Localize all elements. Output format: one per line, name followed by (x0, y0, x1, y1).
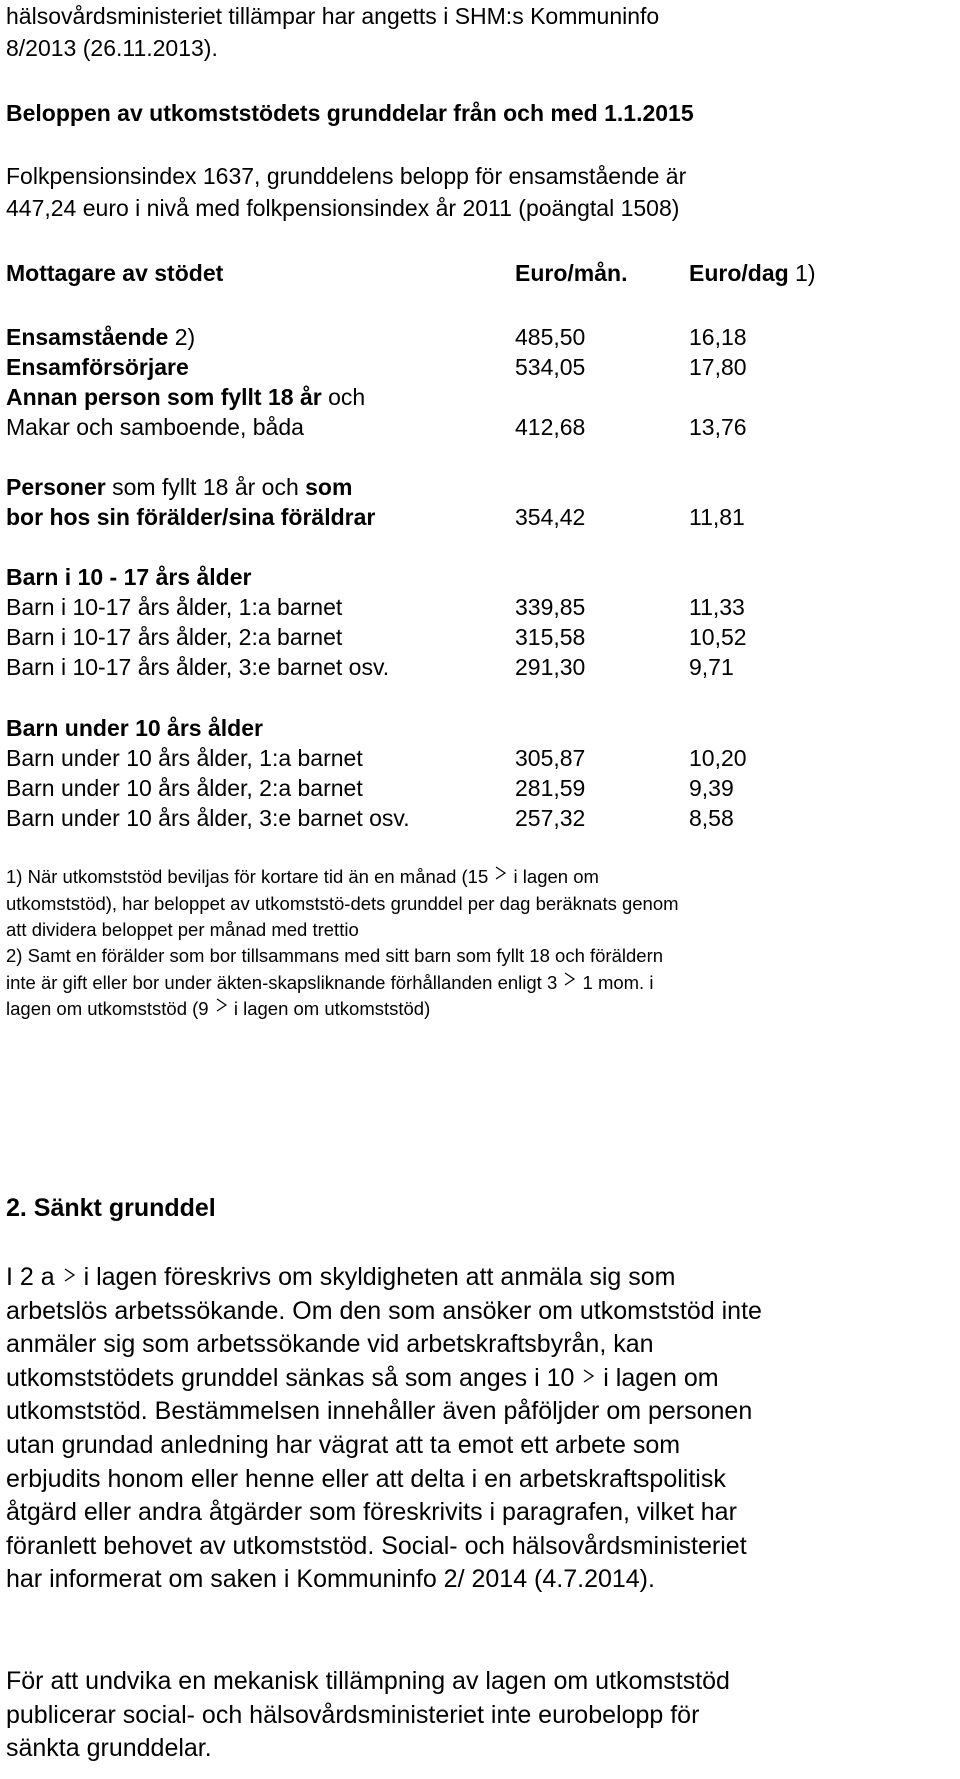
section-2-title: 2. Sänkt grunddel (6, 1194, 216, 1222)
group-title-barn-10-17 (6, 561, 786, 593)
paragraph-line: publicerar social- och hälsovårdsministeriet inte eurobelopp för (6, 1700, 700, 1729)
row-label: Barn i 10-17 års ålder, 2:a barnet (6, 624, 343, 650)
row-day-value: 16,18 (689, 324, 747, 350)
row-label-ensamstaende: Ensamstående 2) (6, 324, 196, 350)
row-label: Barn i 10-17 års ålder, 1:a barnet (6, 594, 343, 620)
row-label-ensamforsorjare: Ensamförsörjare (6, 354, 189, 380)
table-row (6, 742, 786, 774)
header-euro-month: Euro/mån. (515, 260, 628, 286)
section-sign-icon (581, 1368, 596, 1388)
index-line-1: Folkpensionsindex 1637, grunddelens belopp för ensamstående är (6, 163, 687, 189)
row-day-value: 9,71 (689, 654, 734, 680)
table-row (6, 411, 786, 443)
row-label: Barn under 10 års ålder, 1:a barnet (6, 745, 363, 771)
table-row (6, 501, 786, 533)
section-sign-icon (562, 971, 577, 991)
row-day-value: 11,81 (689, 504, 745, 530)
row-month-value: 291,30 (515, 654, 586, 680)
index-paragraph (6, 160, 946, 224)
footnote-1 (6, 864, 946, 944)
footnote-2-line-1: 2) Samt en förälder som bor tillsammans med sitt barn som fyllt 18 och föräldern (6, 945, 664, 966)
row-label-personer-line-2: bor hos sin förälder/sina föräldrar (6, 504, 376, 530)
section-sign-icon (62, 1267, 77, 1287)
paragraph-line: anmäler sig som arbetssökande vid arbetskraftsbyrån, kan (6, 1330, 654, 1359)
group-title-text: Barn i 10 - 17 års ålder (6, 564, 252, 590)
section-sign-icon (214, 997, 229, 1017)
row-month-value: 412,68 (515, 414, 586, 440)
paragraph-line: sänkta grunddelar. (6, 1734, 212, 1763)
table-row (6, 651, 786, 683)
footnote-2-line-2: inte är gift eller bor under äkten-skapsliknande förhållanden enligt 3 1 mom. i (6, 971, 654, 993)
row-month-value: 305,87 (515, 745, 586, 771)
intro-line-2: 8/2013 (26.11.2013). (6, 35, 218, 61)
row-day-value: 11,33 (689, 594, 745, 620)
row-label: Barn under 10 års ålder, 3:e barnet osv. (6, 805, 410, 831)
row-day-value: 13,76 (689, 414, 747, 440)
row-day-value: 8,58 (689, 805, 734, 831)
paragraph-line: utkomststöd. Bestämmelsen innehåller även påföljder om personen (6, 1397, 753, 1426)
row-day-value: 17,80 (689, 354, 747, 380)
paragraph-line: har informerat om saken i Kommuninfo 2/ 2014 (4.7.2014). (6, 1565, 655, 1594)
table-row (6, 591, 786, 623)
table-row (6, 802, 786, 834)
row-month-value: 257,32 (515, 805, 586, 831)
index-line-2: 447,24 euro i nivå med folkpensionsindex år 2011 (poängtal 1508) (6, 195, 680, 221)
footnote-1-line-2: utkomststöd), har beloppet av utkomststö-dets grunddel per dag beräknats genom (6, 892, 679, 914)
intro-line-1: hälsovårdsministeriet tillämpar har angetts i SHM:s Kommuninfo (6, 3, 660, 29)
paragraph-line: erbjudits honom eller henne eller att delta i en arbetskraftspolitisk (6, 1464, 726, 1493)
section-2-paragraph-1 (6, 1261, 946, 1597)
table-row-label-line (6, 471, 786, 503)
row-month-value: 339,85 (515, 594, 586, 620)
header-euro-day: Euro/dag 1) (689, 260, 816, 286)
table-row (6, 351, 786, 383)
row-month-value: 354,42 (515, 504, 586, 530)
row-day-value: 9,39 (689, 775, 734, 801)
table-row (6, 621, 786, 653)
group-title-barn-under-10 (6, 712, 786, 744)
paragraph-line: åtgärd eller andra åtgärder som föreskrivits i paragrafen, vilket har (6, 1498, 737, 1527)
row-month-value: 315,58 (515, 624, 586, 650)
row-label-annan-line-1: Annan person som fyllt 18 år och (6, 384, 366, 410)
footnote-2-line-3: lagen om utkomststöd (9 i lagen om utkomststöd) (6, 998, 431, 1019)
paragraph-line: För att undvika en mekanisk tillämpning av lagen om utkomststöd (6, 1667, 730, 1695)
paragraph-line: utan grundad anledning har vägrat att ta emot ett arbete som (6, 1430, 681, 1459)
row-month-value: 534,05 (515, 354, 586, 380)
table-row (6, 772, 786, 804)
amounts-heading: Beloppen av utkomststödets grunddelar från och med 1.1.2015 (6, 100, 694, 126)
row-day-value: 10,52 (689, 624, 747, 650)
group-title-text: Barn under 10 års ålder (6, 715, 263, 741)
row-label-annan-line-2: Makar och samboende, båda (6, 414, 304, 440)
table-row (6, 321, 786, 353)
row-month-value: 485,50 (515, 324, 586, 350)
header-recipient: Mottagare av stödet (6, 260, 224, 286)
table-row-label-line (6, 381, 786, 413)
row-label: Barn i 10-17 års ålder, 3:e barnet osv. (6, 654, 390, 680)
table-header-row (6, 257, 816, 289)
row-month-value: 281,59 (515, 775, 586, 801)
footnote-1-line-3: att dividera beloppet per månad med trettio (6, 919, 359, 940)
paragraph-line: föranlett behovet av utkomststöd. Social- och hälsovårdsministeriet (6, 1531, 747, 1560)
intro-paragraph (6, 0, 946, 64)
row-label-personer-line-1: Personer som fyllt 18 år och som (6, 474, 353, 500)
paragraph-line: utkomststödets grunddel sänkas så som anges i 10 i lagen om (6, 1363, 719, 1392)
paragraph-line: I 2 a i lagen föreskrivs om skyldigheten att anmäla sig som (6, 1263, 676, 1291)
row-day-value: 10,20 (689, 745, 747, 771)
section-2-paragraph-2 (6, 1665, 946, 1766)
footnote-1-line-1: 1) När utkomststöd beviljas för kortare tid än en månad (15 i lagen om (6, 866, 599, 887)
row-label: Barn under 10 års ålder, 2:a barnet (6, 775, 363, 801)
footnote-2 (6, 943, 946, 1023)
section-sign-icon (493, 865, 508, 885)
paragraph-line: arbetslös arbetssökande. Om den som ansöker om utkomststöd inte (6, 1296, 762, 1325)
